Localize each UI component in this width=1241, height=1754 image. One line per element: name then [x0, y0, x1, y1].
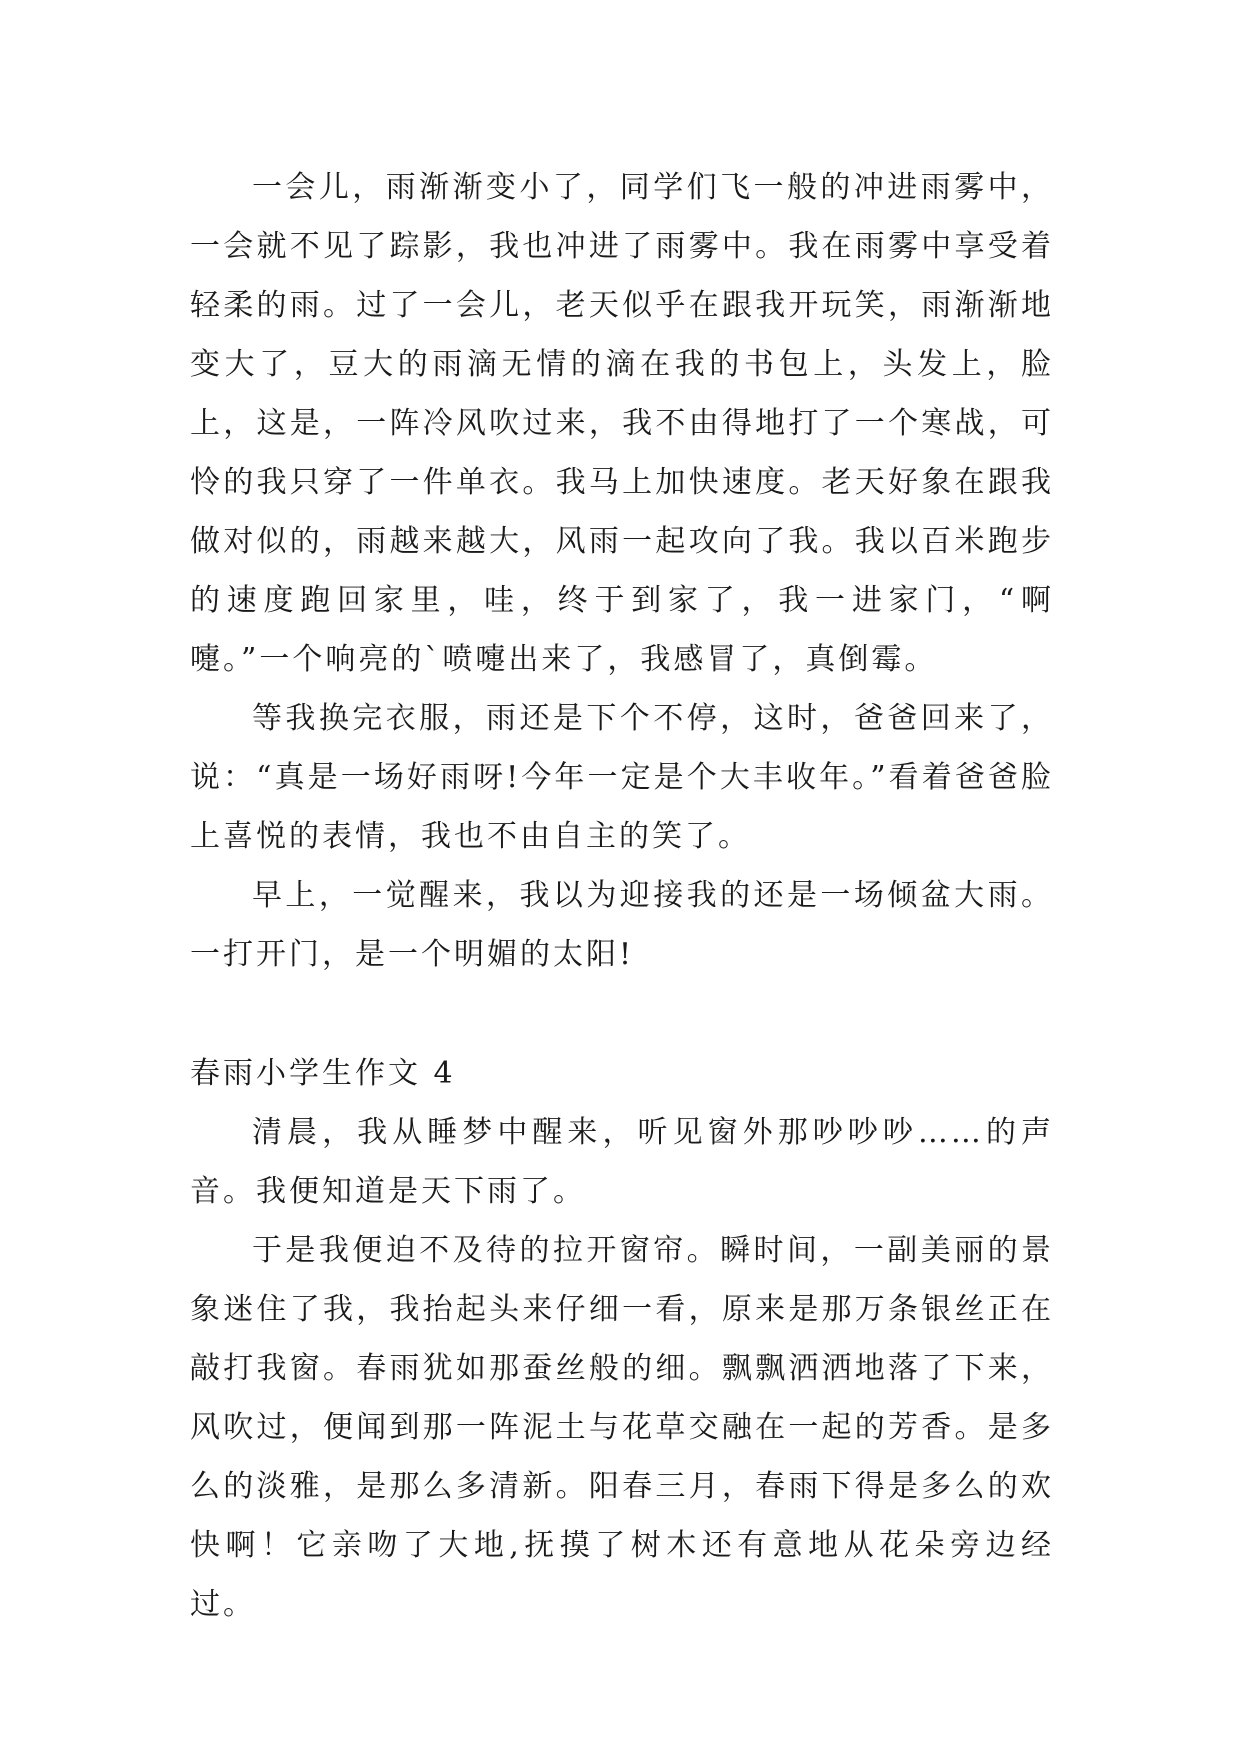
paragraph-morning-rain-sound: 清晨，我从睡梦中醒来，听见窗外那吵吵吵……的声音。我便知道是天下雨了。	[190, 1115, 1054, 1209]
paragraph-father-returns: 等我换完衣服，雨还是下个不停，这时，爸爸回来了，说：“真是一场好雨呀!今年一定是个大丰收年。”看着爸爸脸上喜悦的表情，我也不由自主的笑了。	[190, 701, 1054, 854]
section-heading: 春雨小学生作文 4	[190, 1056, 456, 1091]
document-body	[190, 158, 1054, 1634]
paragraph-morning-sun: 早上，一觉醒来，我以为迎接我的还是一场倾盆大雨。一打开门，是一个明媚的太阳!	[190, 878, 1054, 972]
paragraph-spring-rain-scene: 于是我便迫不及待的拉开窗帘。瞬时间，一副美丽的景象迷住了我，我抬起头来仔细一看，原来是那万条银丝正在敲打我窗。春雨犹如那蚕丝般的细。飘飘洒洒地落了下来，风吹过，便闻到那一阵泥土与花草交融在一起的芳香。是多么的淡雅，是那么多清新。阳春三月，春雨下得是多么的欢快啊！它亲吻了大地,抚摸了树木还有意地从花朵旁边经过。	[190, 1233, 1054, 1622]
paragraph-rain-run-home: 一会儿，雨渐渐变小了，同学们飞一般的冲进雨雾中，一会就不见了踪影，我也冲进了雨雾中。我在雨雾中享受着轻柔的雨。过了一会儿，老天似乎在跟我开玩笑，雨渐渐地变大了，豆大的雨滴无情的滴在我的书包上，头发上，脸上，这是，一阵冷风吹过来，我不由得地打了一个寒战，可怜的我只穿了一件单衣。我马上加快速度。老天好象在跟我做对似的，雨越来越大，风雨一起攻向了我。我以百米跑步的速度跑回家里，哇，终于到家了，我一进家门，“啊嚏。”一个响亮的`喷嚏出来了，我感冒了，真倒霉。	[190, 170, 1054, 677]
